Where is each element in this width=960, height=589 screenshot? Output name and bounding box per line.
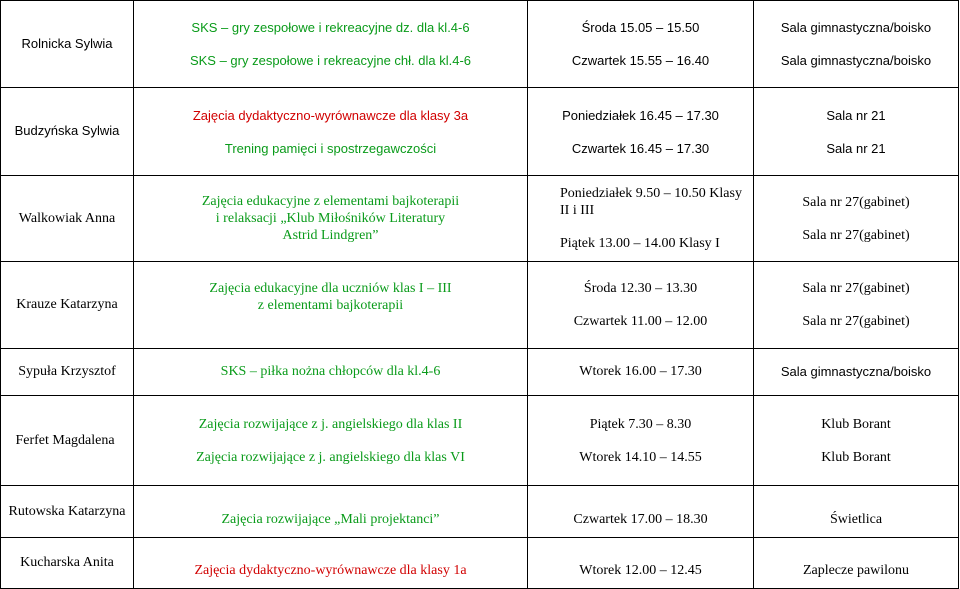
room-text: Zaplecze pawilonu — [802, 563, 910, 578]
teacher-name — [1, 348, 134, 395]
time-text: Piątek 13.00 – 14.00 Klasy I — [560, 236, 720, 252]
activity-text: Zajęcia rozwijające z j. angielskiego dla klas II — [198, 416, 463, 432]
teacher-name — [1, 486, 134, 537]
activity-cell — [134, 1, 528, 88]
activity-text: Trening pamięci i spostrzegawczości — [224, 140, 437, 156]
activity-cell — [134, 395, 528, 485]
table-row — [1, 486, 959, 537]
table-row — [1, 88, 959, 175]
activity-text: i relaksacji „Klub Miłośników Literatury — [215, 211, 446, 227]
time-text: Środa 15.05 – 15.50 — [581, 20, 700, 36]
activity-cell — [134, 486, 528, 537]
activity-text: Zajęcia edukacyjne z elementami bajkoterapii — [201, 194, 460, 210]
room-cell — [754, 348, 959, 395]
teacher-name — [1, 88, 134, 175]
activity-text: Zajęcia dydaktyczno-wyrównawcze dla klasy 3a — [192, 107, 469, 123]
time-cell — [528, 348, 754, 395]
activity-cell — [134, 537, 528, 588]
activity-text: Zajęcia rozwijające z j. angielskiego dla klas VI — [196, 449, 465, 465]
table-row — [1, 348, 959, 395]
table-row — [1, 1, 959, 88]
activity-text: Astrid Lindgren” — [282, 228, 379, 244]
time-text: Piątek 7.30 – 8.30 — [589, 416, 692, 432]
time-cell — [528, 486, 754, 537]
activity-text: z elementami bajkoterapii — [257, 298, 404, 314]
room-text: Sala nr 21 — [826, 140, 886, 156]
table-row — [1, 395, 959, 485]
room-text: Świetlica — [829, 511, 883, 527]
room-text: Sala gimnastyczna/boisko — [780, 53, 932, 69]
activity-cell — [134, 348, 528, 395]
teacher-name-text: Ferfet Magdalena — [15, 432, 115, 448]
time-cell — [528, 88, 754, 175]
teacher-name-text: Rutowska Katarzyna — [8, 503, 126, 519]
room-cell — [754, 88, 959, 175]
teacher-name — [1, 175, 134, 261]
time-text: Czwartek 17.00 – 18.30 — [573, 511, 708, 527]
room-text: Sala gimnastyczna/boisko — [780, 364, 932, 380]
time-text: Czwartek 11.00 – 12.00 — [573, 314, 708, 330]
teacher-name — [1, 537, 134, 588]
room-cell — [754, 537, 959, 588]
teacher-name-text: Sypuła Krzysztof — [18, 363, 116, 379]
time-cell — [528, 175, 754, 261]
time-text: Wtorek 12.00 – 12.45 — [579, 563, 702, 578]
activity-text: Zajęcia edukacyjne dla uczniów klas I – III — [209, 281, 452, 297]
room-text: Sala nr 27(gabinet) — [802, 227, 910, 243]
time-cell — [528, 1, 754, 88]
activity-text: SKS – gry zespołowe i rekreacyjne chł. dla kl.4-6 — [189, 53, 472, 69]
teacher-name-text: Kucharska Anita — [20, 554, 114, 570]
time-text: Czwartek 15.55 – 16.40 — [571, 53, 710, 69]
time-cell — [528, 395, 754, 485]
activity-cell — [134, 88, 528, 175]
activity-text: SKS – gry zespołowe i rekreacyjne dz. dla kl.4-6 — [191, 20, 470, 36]
room-text: Sala nr 27(gabinet) — [802, 281, 910, 297]
teacher-name — [1, 262, 134, 348]
time-text: Czwartek 16.45 – 17.30 — [571, 140, 710, 156]
table-row — [1, 537, 959, 588]
room-text: Klub Borant — [821, 449, 891, 465]
teacher-name — [1, 1, 134, 88]
teacher-name-text: Rolnicka Sylwia — [21, 35, 113, 51]
table-row — [1, 175, 959, 261]
time-text: Wtorek 14.10 – 14.55 — [579, 449, 702, 465]
teacher-name-text: Walkowiak Anna — [18, 210, 116, 226]
time-text: Wtorek 16.00 – 17.30 — [579, 364, 702, 380]
activity-cell — [134, 262, 528, 348]
activity-text: Zajęcia rozwijające „Mali projektanci” — [221, 511, 440, 527]
room-text: Sala nr 27(gabinet) — [802, 314, 910, 330]
room-cell — [754, 395, 959, 485]
teacher-name-text: Krauze Katarzyna — [16, 297, 118, 313]
room-text: Klub Borant — [821, 416, 891, 432]
room-cell — [754, 486, 959, 537]
room-text: Sala nr 21 — [826, 107, 886, 123]
teacher-name-text: Budzyńska Sylwia — [14, 123, 120, 139]
room-text: Sala gimnastyczna/boisko — [780, 20, 932, 36]
table-row — [1, 262, 959, 348]
room-cell — [754, 262, 959, 348]
activity-cell — [134, 175, 528, 261]
room-cell — [754, 1, 959, 88]
activity-text: Zajęcia dydaktyczno-wyrównawcze dla klasy 1a — [194, 563, 467, 578]
teacher-name — [1, 395, 134, 485]
time-cell — [528, 537, 754, 588]
time-text: Poniedziałek 16.45 – 17.30 — [562, 107, 719, 123]
room-cell — [754, 175, 959, 261]
activity-text: SKS – piłka nożna chłopców dla kl.4-6 — [220, 364, 441, 380]
time-text: Poniedziałek 9.50 – 10.50 Klasy II i III — [560, 186, 742, 219]
room-text: Sala nr 27(gabinet) — [802, 194, 910, 210]
time-text: Środa 12.30 – 13.30 — [583, 281, 698, 297]
time-cell — [528, 262, 754, 348]
